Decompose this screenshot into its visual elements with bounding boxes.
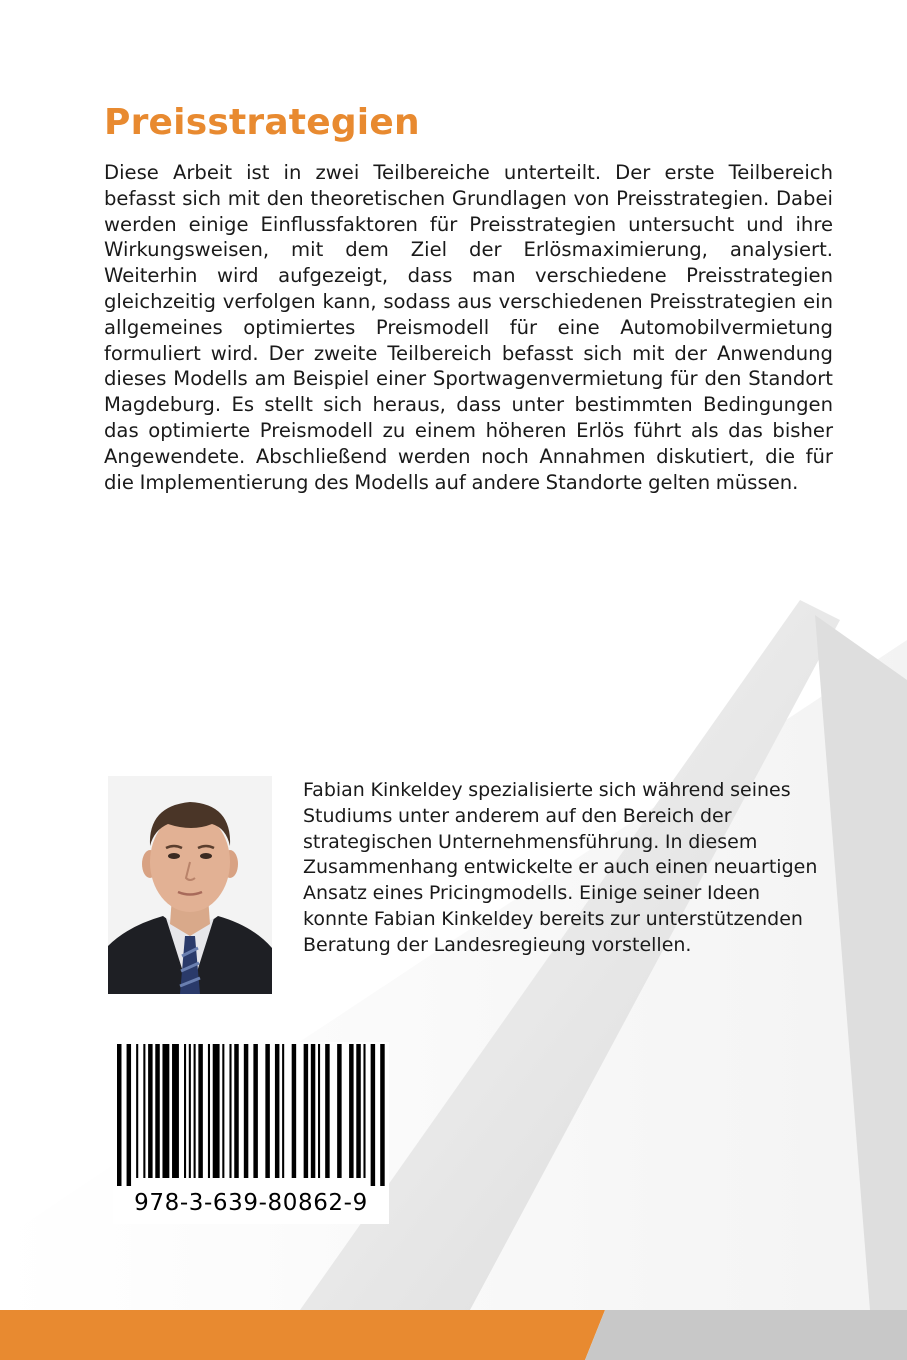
barcode-bar bbox=[194, 1044, 196, 1178]
barcode-bar bbox=[162, 1044, 169, 1178]
barcode-bar bbox=[349, 1044, 353, 1178]
barcode-bar bbox=[356, 1044, 360, 1178]
isbn-barcode bbox=[113, 1042, 389, 1224]
author-photo bbox=[108, 776, 272, 994]
barcode-bar bbox=[234, 1044, 238, 1178]
abstract-text: Diese Arbeit ist in zwei Teilbereiche unterteilt. Der erste Teilbereich befasst sich mit den theoretischen Grundlagen von Preisstrategien. Dabei werden einige Einflussfaktoren für Preisstrategien untersucht und ihre Wirkungsweisen, mit dem Ziel der Erlösmaximierung, analysiert. Weiterhin wird aufgezeigt, dass man verschiedene Preisstrategien gleichzeitig verfolgen kann, sodass aus verschiedenen Preisstrategien ein allgemeines optimiertes Preismodell für eine Automobilvermietung formuliert wird. Der zweite Teilbereich befasst sich mit der Anwendung dieses Modells am Beispiel einer Sportwagenvermietung für den Standort Magdeburg. Es stellt sich heraus, dass unter bestimmten Bedingungen das optimierte Preismodell zu einem höheren Erlös führt als das bisher Angewendete. Abschließend werden noch Annahmen diskutiert, die für die Implementierung des Modells auf andere Standorte gelten müssen. bbox=[104, 161, 833, 494]
barcode-bar bbox=[244, 1044, 248, 1178]
barcode-bar bbox=[117, 1044, 121, 1186]
author-portrait-icon bbox=[108, 776, 272, 994]
barcode-bar bbox=[318, 1044, 320, 1178]
barcode-bar bbox=[275, 1044, 279, 1178]
barcode-bar bbox=[189, 1044, 191, 1178]
barcode-bar bbox=[148, 1044, 152, 1178]
barcode-bar bbox=[325, 1044, 329, 1178]
book-title: Preisstrategien bbox=[104, 102, 420, 143]
barcode-bar bbox=[253, 1044, 257, 1178]
gray-bottom-band bbox=[585, 1310, 907, 1360]
barcode-bars bbox=[117, 1044, 385, 1186]
barcode-bar bbox=[136, 1044, 138, 1178]
barcode-bar bbox=[198, 1044, 202, 1178]
barcode-bar bbox=[337, 1044, 341, 1178]
barcode-bar bbox=[155, 1044, 159, 1178]
barcode-bar bbox=[292, 1044, 296, 1178]
barcode-bar bbox=[213, 1044, 220, 1178]
barcode-bar bbox=[127, 1044, 131, 1186]
isbn-number: 978-3-639-80862-9 bbox=[134, 1190, 368, 1216]
barcode-bar bbox=[143, 1044, 145, 1178]
barcode-bar bbox=[172, 1044, 179, 1178]
barcode-bar bbox=[208, 1044, 210, 1178]
barcode-bar bbox=[380, 1044, 384, 1186]
author-bio-text: Fabian Kinkeldey spezialisierte sich während seines Studiums unter anderem auf den Bereich der strategischen Unternehmensführung. In diesem Zusammenhang entwickelte er auch einen neuartigen Ansatz eines Pricingmodells. Einige seiner Ideen konnte Fabian Kinkeldey bereits zur unterstützenden Beratung der Landesregieung vorstellen. bbox=[303, 779, 818, 956]
barcode-bar bbox=[311, 1044, 315, 1178]
orange-bottom-band bbox=[0, 1310, 605, 1360]
barcode-bar bbox=[184, 1044, 186, 1178]
barcode-bar bbox=[222, 1044, 224, 1178]
barcode-bar bbox=[265, 1044, 269, 1178]
barcode-bar bbox=[229, 1044, 231, 1178]
barcode-bar bbox=[304, 1044, 308, 1178]
barcode-bar bbox=[282, 1044, 284, 1178]
barcode-bar bbox=[363, 1044, 365, 1178]
barcode-bar bbox=[371, 1044, 375, 1186]
